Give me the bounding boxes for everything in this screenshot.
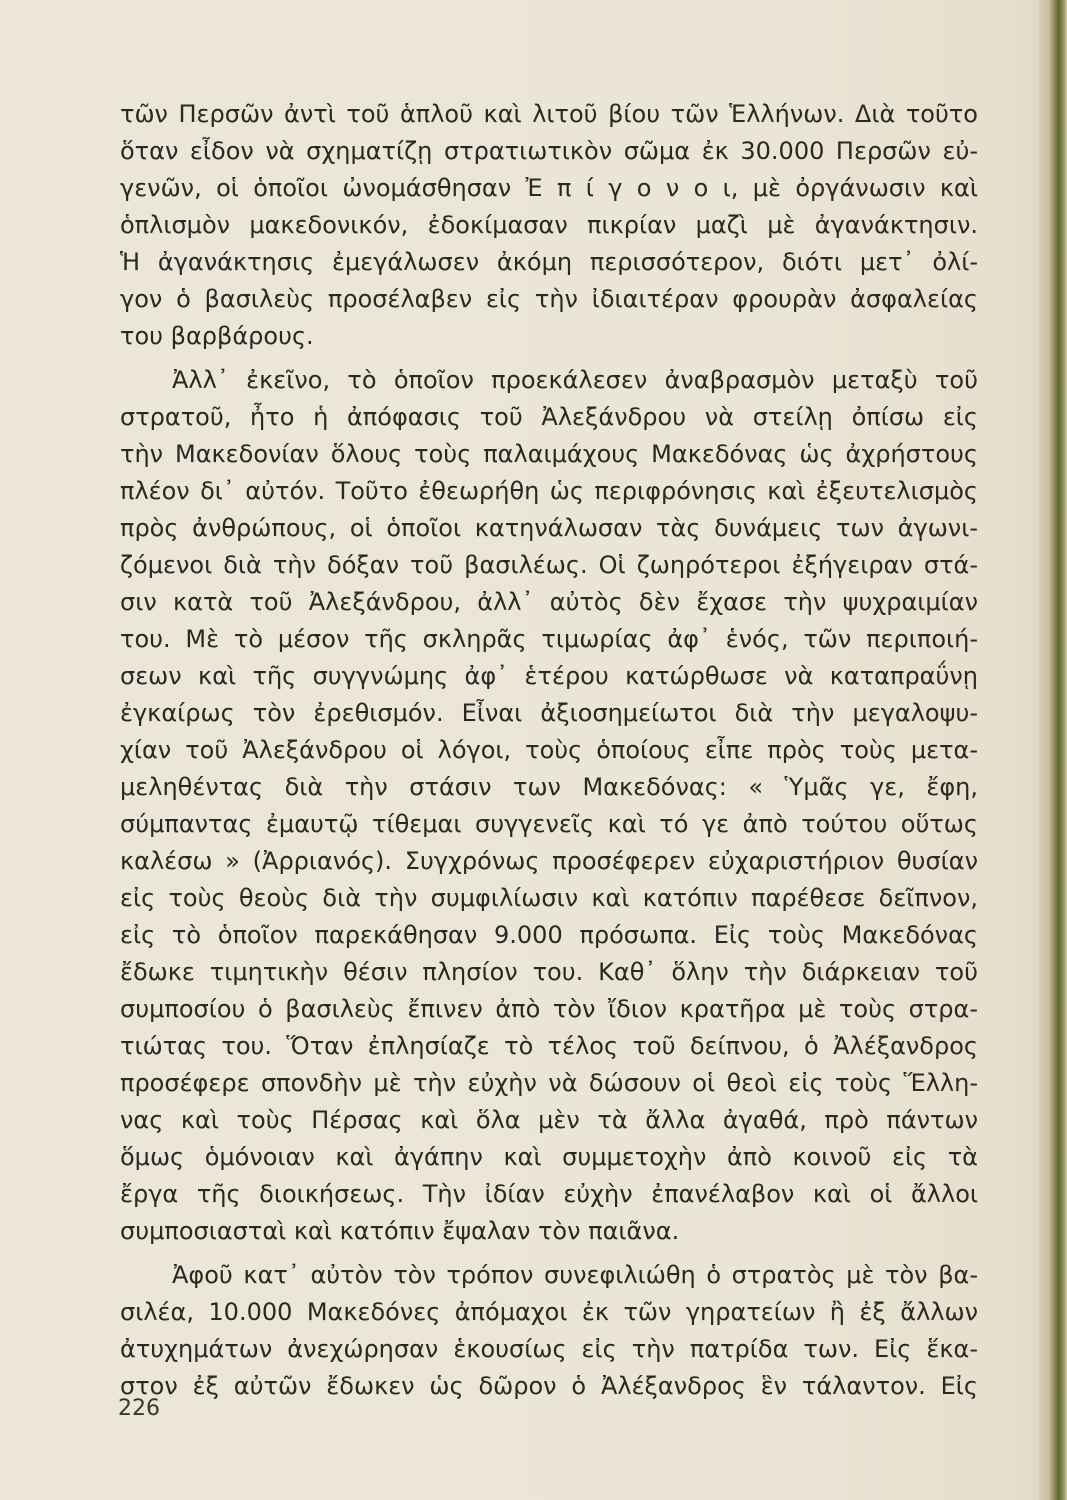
text-line: σύμπαντας ἐμαυτῷ τίθεμαι συγγενεῖς καὶ τό γε ἀπὸ τούτου οὕτως bbox=[120, 810, 978, 838]
text-line: Ἀφοῦ κατ᾽ αὐτὸν τὸν τρόπον συνεφιλιώθη ὁ στρατὸς μὲ τὸν βα- bbox=[172, 1261, 978, 1289]
text-line: νας καὶ τοὺς Πέρσας καὶ ὅλα μὲν τὰ ἄλλα ἀγαθά, πρὸ πάντων bbox=[120, 1106, 978, 1134]
text-line: συμποσιασταὶ καὶ κατόπιν ἔψαλαν τὸν παιᾶνα. bbox=[120, 1217, 680, 1245]
text-line: ἀτυχημάτων ἀνεχώρησαν ἑκουσίως εἰς τὴν πατρίδα των. Εἰς ἕκα- bbox=[120, 1335, 978, 1363]
text-line: εἰς τοὺς θεοὺς διὰ τὴν συμφιλίωσιν καὶ κατόπιν παρέθεσε δεῖπνον, bbox=[120, 884, 978, 912]
text-line: τῶν Περσῶν ἀντὶ τοῦ ἁπλοῦ καὶ λιτοῦ βίου τῶν Ἑλλήνων. Διὰ τοῦτο bbox=[120, 100, 978, 128]
text-line: προσέφερε σπονδὴν μὲ τὴν εὐχὴν νὰ δώσουν οἱ θεοὶ εἰς τοὺς Ἕλλη- bbox=[120, 1069, 978, 1097]
text-line: γον ὁ βασιλεὺς προσέλαβεν εἰς τὴν ἰδιαιτέραν φρουρὰν ἀσφαλείας bbox=[120, 285, 978, 313]
paragraph-3 bbox=[120, 1257, 978, 1405]
text-line: μεληθέντας διὰ τὴν στάσιν των Μακεδόνας: « Ὑμᾶς γε, ἔφη, bbox=[120, 773, 978, 801]
text-line: πλέον δι᾽ αὐτόν. Τοῦτο ἐθεωρήθη ὡς περιφρόνησις καὶ ἐξευτελισμὸς bbox=[120, 477, 978, 505]
text-line: πρὸς ἀνθρώπους, οἱ ὁποῖοι κατηνάλωσαν τὰς δυνάμεις των ἀγωνι- bbox=[120, 514, 978, 542]
paragraph-1 bbox=[120, 96, 978, 362]
text-line: ὅταν εἶδον νὰ σχηματίζῃ στρατιωτικὸν σῶμα ἐκ 30.000 Περσῶν εὐ- bbox=[120, 137, 978, 165]
page-edge-shadow bbox=[1039, 0, 1067, 1500]
text-line: ἔδωκε τιμητικὴν θέσιν πλησίον του. Καθ᾽ ὅλην τὴν διάρκειαν τοῦ bbox=[120, 958, 978, 986]
text-line: σιν κατὰ τοῦ Ἀλεξάνδρου, ἀλλ᾽ αὐτὸς δὲν ἔχασε τὴν ψυχραιμίαν bbox=[120, 588, 978, 616]
text-line: του βαρβάρους. bbox=[120, 322, 314, 350]
paragraph-2 bbox=[120, 362, 978, 1257]
text-line: Ἀλλ᾽ ἐκεῖνο, τὸ ὁποῖον προεκάλεσεν ἀναβρασμὸν μεταξὺ τοῦ bbox=[172, 366, 978, 394]
text-line: στον ἐξ αὐτῶν ἔδωκεν ὡς δῶρον ὁ Ἀλέξανδρος ἓν τάλαντον. Εἰς bbox=[120, 1372, 978, 1400]
text-line: Ἡ ἀγανάκτησις ἐμεγάλωσεν ἀκόμη περισσότερον, διότι μετ᾽ ὀλί- bbox=[120, 248, 978, 276]
text-line: ἔργα τῆς διοικήσεως. Τὴν ἰδίαν εὐχὴν ἐπανέλαβον καὶ οἱ ἄλλοι bbox=[120, 1180, 978, 1208]
text-line: συμποσίου ὁ βασιλεὺς ἔπινεν ἀπὸ τὸν ἴδιον κρατῆρα μὲ τοὺς στρα- bbox=[120, 995, 978, 1023]
text-line: ζόμενοι διὰ τὴν δόξαν τοῦ βασιλέως. Οἱ ζωηρότεροι ἐξήγειραν στά- bbox=[120, 551, 978, 579]
text-line: ὁπλισμὸν μακεδονικόν, ἐδοκίμασαν πικρίαν μαζὶ μὲ ἀγανάκτησιν. bbox=[120, 211, 978, 239]
text-line: σιλέα, 10.000 Μακεδόνες ἀπόμαχοι ἐκ τῶν γηρατείων ἢ ἐξ ἄλλων bbox=[120, 1298, 978, 1326]
text-line: τὴν Μακεδονίαν ὅλους τοὺς παλαιμάχους Μακεδόνας ὡς ἀχρήστους bbox=[120, 440, 978, 468]
text-line: καλέσω » (Ἀρριανός). Συγχρόνως προσέφερεν εὐχαριστήριον θυσίαν bbox=[120, 847, 978, 875]
text-line: χίαν τοῦ Ἀλεξάνδρου οἱ λόγοι, τοὺς ὁποίους εἶπε πρὸς τοὺς μετα- bbox=[120, 736, 978, 764]
text-line: ὅμως ὁμόνοιαν καὶ ἀγάπην καὶ συμμετοχὴν ἀπὸ κοινοῦ εἰς τὰ bbox=[120, 1143, 978, 1171]
body-text bbox=[120, 96, 978, 1405]
text-line: σεων καὶ τῆς συγγνώμης ἀφ᾽ ἑτέρου κατώρθωσε νὰ καταπραΰνῃ bbox=[120, 662, 978, 690]
text-line: γενῶν, οἱ ὁποῖοι ὠνομάσθησαν Ἐ π ί γ ο ν ο ι, μὲ ὀργάνωσιν καὶ bbox=[120, 174, 978, 202]
text-line: τιώτας του. Ὅταν ἐπλησίαζε τὸ τέλος τοῦ δείπνου, ὁ Ἀλέξανδρος bbox=[120, 1032, 978, 1060]
text-line: του. Μὲ τὸ μέσον τῆς σκληρᾶς τιμωρίας ἀφ᾽ ἑνός, τῶν περιποιή- bbox=[120, 625, 978, 653]
text-line: ἐγκαίρως τὸν ἐρεθισμόν. Εἶναι ἀξιοσημείωτοι διὰ τὴν μεγαλοψυ- bbox=[120, 699, 978, 727]
text-line: εἰς τὸ ὁποῖον παρεκάθησαν 9.000 πρόσωπα. Εἰς τοὺς Μακεδόνας bbox=[120, 921, 978, 949]
text-line: στρατοῦ, ἦτο ἡ ἀπόφασις τοῦ Ἀλεξάνδρου νὰ στείλῃ ὀπίσω εἰς bbox=[120, 403, 978, 431]
page-number: 226 bbox=[118, 1396, 160, 1421]
